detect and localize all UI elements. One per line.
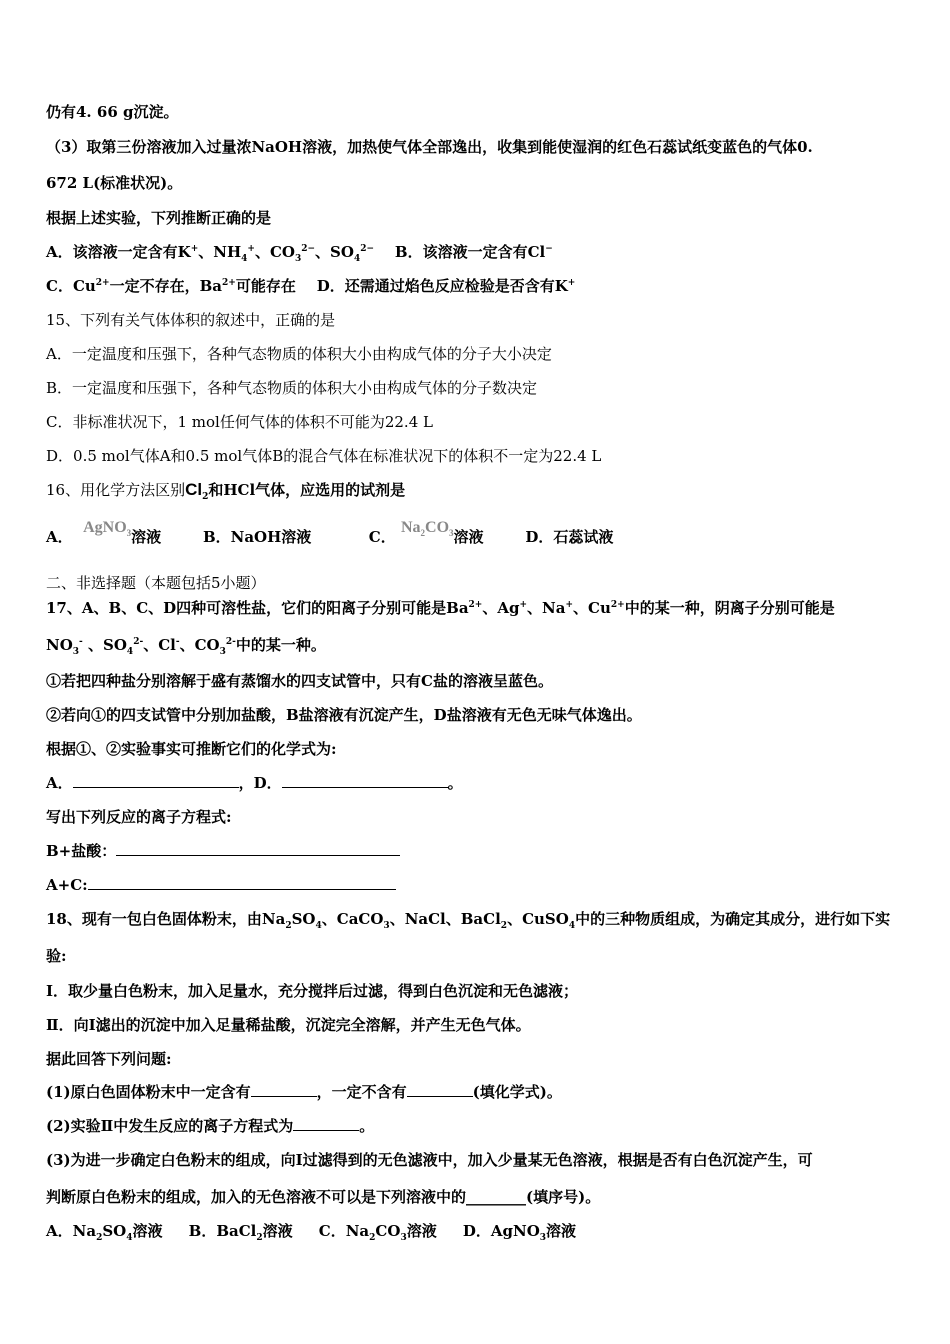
agno3-formula: AgNO$_3$ (83, 519, 132, 539)
question-16-stem: 16、用化学方法区别$Cl_2$和HCl气体，应选用的试剂是 (46, 480, 406, 502)
q14-options-ab: A．该溶液一定含有K+、$NH_4^+$、$CO_3^{2-}$、$SO_4^{2-}$ B．该溶液一定含有Cl− (46, 243, 553, 264)
answer-line-ad: A． ，D． 。 (46, 774, 463, 792)
question-17-stem: 17、A、B、C、D四种可溶性盐，它们的阳离子分别可能是$Ba^{2+}$、Ag+、Na+、$Cu^{2+}$中的某一种，阴离子分别可能是 (46, 599, 835, 617)
text-line: 根据①、②实验事实可推断它们的化学式为: (46, 740, 337, 758)
question-17-anions: $NO_3^-$ 、$SO_4^{2-}$、Cl-、$CO_3^{2-}$中的某一种。 (46, 636, 326, 657)
question-18-part-3: (3)为进一步确定白色粉末的组成，向Ⅰ过滤得到的无色滤液中，加入少量某无色溶液，根据是否有白色沉淀产生，可 (46, 1151, 813, 1169)
text-line: ①若把四种盐分别溶解于盛有蒸馏水的四支试管中，只有C盐的溶液呈蓝色。 (46, 672, 553, 690)
answer-blank[interactable] (251, 1082, 317, 1097)
question-18-part-2: (2)实验Ⅱ中发生反应的离子方程式为 。 (46, 1117, 375, 1135)
step-2: Ⅱ．向Ⅰ滤出的沉淀中加入足量稀盐酸，沉淀完全溶解，并产生无色气体。 (46, 1016, 531, 1034)
answer-blank[interactable] (73, 773, 239, 788)
text-line: （3）取第三份溶液加入过量浓NaOH溶液，加热使气体全部逸出，收集到能使湿润的红色石蕊试纸变蓝色的气体0. (46, 138, 813, 156)
answer-blank[interactable] (282, 773, 448, 788)
text-line: 根据上述实验，下列推断正确的是 (46, 209, 272, 227)
answer-blank[interactable] (88, 875, 396, 890)
question-18-options: A．$Na_2SO_4$溶液 B．BaCl$_2$溶液 C．$Na_2CO_3$溶液 D．AgNO$_3$溶液 (46, 1222, 577, 1243)
question-18-part-3-cont: 判断原白色粉末的组成，加入的无色溶液不可以是下列溶液中的________(填序号)。 (46, 1188, 601, 1206)
text-line: 写出下列反应的离子方程式: (46, 808, 232, 826)
text-line: 据此回答下列问题: (46, 1050, 172, 1068)
option-c: C．非标准状况下，1 mol任何气体的体积不可能为22.4 L (46, 413, 433, 431)
text-line: 672 L(标准状况)。 (46, 174, 183, 192)
text-line: ②若向①的四支试管中分别加盐酸，B盐溶液有沉淀产生，D盐溶液有无色无味气体逸出。 (46, 706, 642, 724)
na2co3-formula: $Na_2CO_3$ (400, 519, 454, 539)
equation-line-b: B+盐酸： (46, 841, 916, 861)
text-line: 仍有4. 66 g沉淀。 (46, 103, 179, 121)
step-1: Ⅰ．取少量白色粉末，加入足量水，充分搅拌后过滤，得到白色沉淀和无色滤液； (46, 982, 579, 1000)
answer-blank[interactable] (407, 1082, 473, 1097)
question-15-stem: 15、下列有关气体体积的叙述中，正确的是 (46, 311, 336, 329)
question-18-stem: 18、现有一包白色固体粉末，由$Na_2SO_4$、CaCO$_3$、NaCl、BaCl$_2$、CuSO$_4$中的三种物质组成，为确定其成分，进行如下实 (46, 910, 891, 931)
equation-line-ac: A+C: (46, 875, 916, 895)
answer-blank[interactable] (116, 841, 400, 856)
question-18-part-1: (1)原白色固体粉末中一定含有 ，一定不含有 (填化学式)。 (46, 1083, 562, 1101)
question-16-options: A． AgNO$_3$溶液 B．NaOH溶液 C． $Na_2CO_3$溶液 D．石蕊试液 (46, 519, 614, 546)
text-line: 验: (46, 947, 67, 965)
option-b: B．一定温度和压强下，各种气态物质的体积大小由构成气体的分子数决定 (46, 379, 538, 397)
option-d: D．0.5 mol气体A和0.5 mol气体B的混合气体在标准状况下的体积不一定为22.4 L (46, 447, 602, 465)
option-a: A．一定温度和压强下，各种气态物质的体积大小由构成气体的分子大小决定 (46, 345, 552, 363)
answer-blank[interactable] (293, 1116, 359, 1131)
q14-options-cd: C．$Cu^{2+}$一定不存在，$Ba^{2+}$可能存在 D．还需通过焰色反应检验是否含有K+ (46, 277, 576, 295)
section-heading: 二、非选择题（本题包括5小题） (46, 574, 266, 592)
